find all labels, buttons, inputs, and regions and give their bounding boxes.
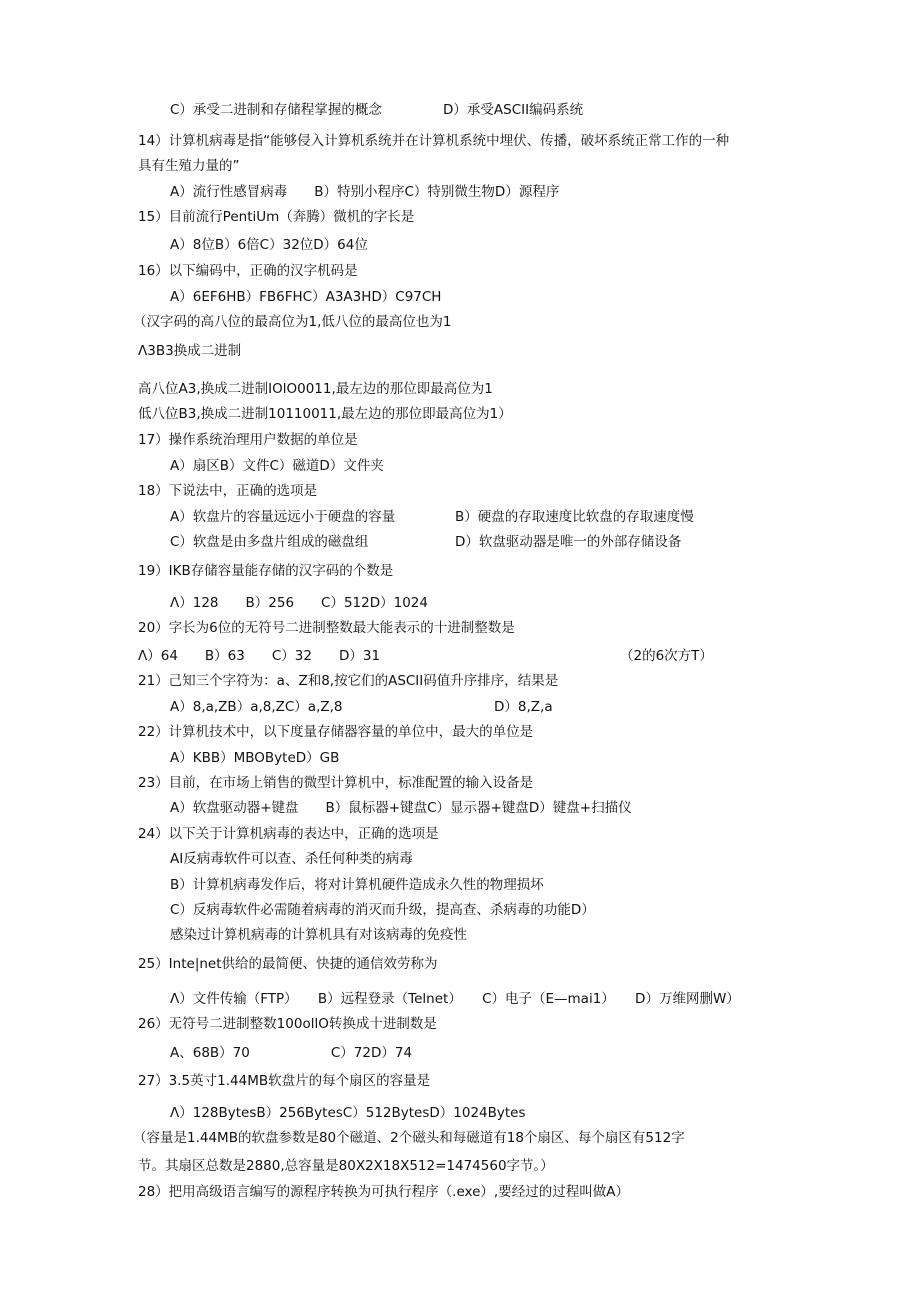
- question-23: 23）目前，在市场上销售的微型计算机中，标准配置的输入设备是: [138, 775, 534, 791]
- answer-26-options: A、68B）70 C）72D）74: [170, 1045, 413, 1061]
- answer-18-option-c: C）软盘是由多盘片组成的磁盘组: [170, 534, 369, 550]
- question-28: 28）把用高级语言编写的源程序转换为可执行程序（.exe）,要经过的过程叫做A）: [138, 1184, 629, 1200]
- note-27-line1: （容量是1.44MB的软盘参数是80个磁道、2个磁头和每磁道有18个扇区、每个扇区有512字: [133, 1130, 685, 1146]
- note-16-line1: （汉字码的高八位的最高位为1,低八位的最高位也为1: [133, 314, 452, 330]
- answer-16-options: A）6EF6HB）FB6FHC）A3A3HD）C97CH: [170, 289, 442, 305]
- note-20: （2的6次方T）: [620, 648, 713, 664]
- answer-24-option-c: C）反病毒软件必需随着病毒的消灭而升级，提高查、杀病毒的功能D）: [170, 902, 595, 918]
- answer-22-options: A）KBB）MBOByteD）GB: [170, 750, 340, 766]
- option-line-c: C）承受二进制和存储程掌握的概念: [170, 102, 382, 118]
- question-21: 21）己知三个字符为：a、Z和8,按它们的ASCII码值升序排序，结果是: [138, 673, 559, 689]
- answer-20-options: Λ）64 B）63 C）32 D）31: [138, 648, 381, 664]
- question-14: 14）计算机病毒是指“能够侵入计算机系统并在计算机系统中埋伏、传播，破坏系统正常工作的一种: [138, 133, 730, 149]
- question-26: 26）无符号二进制整数100ollO转换成十进制数是: [138, 1016, 437, 1032]
- question-24: 24）以下关于计算机病毒的表达中，正确的选项是: [138, 826, 439, 842]
- answer-24-option-b: B）计算机病毒发作后，将对计算机硬件造成永久性的物理损坏: [170, 877, 544, 893]
- note-16-line4: 低八位B3,换成二进制10110011,最左边的那位即最高位为1）: [138, 406, 512, 422]
- question-22: 22）计算机技术中，以下度量存储器容量的单位中，最大的单位是: [138, 724, 534, 740]
- question-15: 15）目前流行PentiUm（奔腾）微机的字长是: [138, 209, 415, 225]
- answer-21-option-d: D）8,Z,a: [494, 699, 553, 715]
- question-20: 20）字长为6位的无符号二进制整数最大能表示的十进制整数是: [138, 620, 515, 636]
- answer-25-options: Λ）文件传输（FTP） B）远程登录（Telnet） C）电子（E—mai1） D）万维网删W）: [170, 991, 740, 1007]
- answer-23-options: A）软盘驱动器+键盘 B）鼠标器+键盘C）显示器+键盘D）键盘+扫描仪: [170, 800, 632, 816]
- answer-21-options-abc: A）8,a,ZB）a,8,ZC）a,Z,8: [170, 699, 343, 715]
- answer-15-options: A）8位B）6倍C）32位D）64位: [170, 237, 368, 253]
- question-19: 19）IKB存储容量能存储的汉字码的个数是: [138, 563, 394, 579]
- answer-18-option-d: D）软盘驱动器是唯一的外部存储设备: [455, 534, 682, 550]
- answer-14-options: A）流行性感冒病毒 B）特别小程序C）特别微生物D）源程序: [170, 184, 560, 200]
- option-line-d: D）承受ASCII编码系统: [443, 102, 584, 118]
- answer-18-option-a: A）软盘片的容量远远小于硬盘的容量: [170, 509, 396, 525]
- question-18: 18）下说法中，正确的选项是: [138, 483, 318, 499]
- question-16: 16）以下编码中，正确的汉字机码是: [138, 263, 358, 279]
- question-27: 27）3.5英寸1.44MB软盘片的每个扇区的容量是: [138, 1073, 431, 1089]
- answer-19-options: Λ）128 B）256 C）512D）1024: [170, 595, 428, 611]
- note-27-line2: 节。其扇区总数是2880,总容量是80X2X18X512=1474560字节。）: [138, 1158, 554, 1174]
- answer-24-option-a: AI反病毒软件可以查、杀任何种类的病毒: [170, 851, 413, 867]
- question-25: 25）Inte|net供给的最简便、快捷的通信效劳称为: [138, 956, 438, 972]
- answer-18-option-b: B）硬盘的存取速度比软盘的存取速度慢: [455, 509, 694, 525]
- question-14-cont: 具有生殖力量的”: [138, 158, 240, 174]
- answer-27-options: Λ）128BytesB）256BytesC）512BytesD）1024Bytes: [170, 1105, 526, 1121]
- question-17: 17）操作系统治理用户数据的单位是: [138, 432, 358, 448]
- note-16-line2: Λ3B3换成二进制: [138, 343, 242, 359]
- answer-17-options: A）扇区B）文件C）磁道D）文件夹: [170, 458, 384, 474]
- note-16-line3: 高八位A3,换成二进制IOlO0011,最左边的那位即最高位为1: [138, 381, 493, 397]
- answer-24-option-d: 感染过计算机病毒的计算机具有对该病毒的免疫性: [170, 927, 467, 943]
